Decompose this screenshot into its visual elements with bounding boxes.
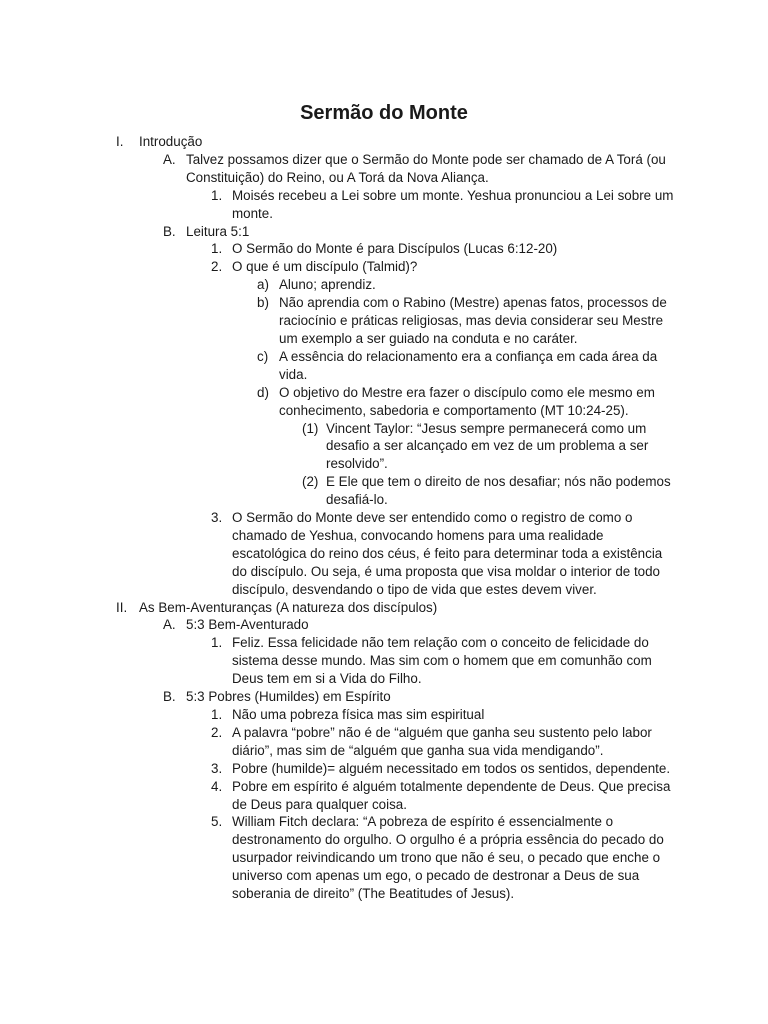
page-title: Sermão do Monte [300, 102, 468, 125]
outline-text: E Ele que tem o direito de nos desafiar; nós não podemos desafiá-lo. [326, 474, 671, 508]
outline [0, 133, 768, 903]
outline-marker: 1. [211, 241, 223, 257]
outline-point [0, 187, 676, 223]
outline-text: A essência do relacionamento era a confiança em cada área da vida. [279, 348, 658, 382]
outline-point [0, 509, 676, 599]
outline-marker: (1) [302, 420, 319, 436]
outline-note [0, 420, 676, 474]
outline-marker: 4. [211, 778, 223, 794]
outline-text: Pobre (humilde)= alguém necessitado em todos os sentidos, dependente. [232, 760, 671, 776]
outline-marker: 2. [211, 259, 223, 275]
outline-text: Talvez possamos dizer que o Sermão do Monte pode ser chamado de A Torá (ou Constituição) do Reino, ou A Torá da Nova Aliança. [186, 151, 666, 185]
outline-marker: 2. [211, 724, 223, 740]
outline-point [0, 760, 676, 778]
outline-marker: b) [257, 295, 269, 311]
outline-text: Não aprendia com o Rabino (Mestre) apenas fatos, processos de raciocínio e práticas religiosas, mas devia considerar seu Mestre um exemplo a ser guiado na conduta e no caráter. [279, 295, 667, 346]
outline-item-b [0, 223, 676, 241]
outline-text: Não uma pobreza física mas sim espiritual [232, 707, 485, 722]
outline-point [0, 778, 676, 814]
outline-text: O que é um discípulo (Talmid)? [232, 259, 418, 275]
outline-item-a [0, 616, 676, 634]
outline-point [0, 634, 676, 688]
outline-text: 5:3 Bem-Aventurado [186, 617, 309, 633]
outline-text: O objetivo do Mestre era fazer o discípulo como ele mesmo em conhecimento, sabedoria e comportamento (MT 10:24-25). [279, 384, 655, 418]
outline-marker: 5. [211, 814, 223, 830]
outline-marker: A. [163, 151, 176, 167]
outline-marker: 1. [211, 187, 223, 203]
outline-marker: B. [163, 689, 176, 705]
outline-marker: d) [257, 384, 269, 400]
outline-point [0, 813, 676, 903]
outline-marker: B. [163, 223, 176, 239]
outline-point [0, 258, 676, 276]
outline-text: Pobre em espírito é alguém totalmente dependente de Deus. Que precisa de Deus para qualquer coisa. [232, 778, 671, 812]
outline-marker: II. [116, 599, 128, 615]
outline-subpoint [0, 294, 676, 348]
outline-subpoint [0, 348, 676, 384]
outline-subpoint [0, 384, 676, 420]
outline-section-1 [0, 133, 676, 151]
outline-section-2 [0, 599, 676, 617]
outline-text: William Fitch declara: “A pobreza de espírito é essencialmente o destronamento do orgulho. O orgulho é a própria essência do pecado do usurpador reivindicando um trono que não é seu, o pecado que enche o universo com apenas um ego, o pecado de destronar a Deus de sua soberania de direito” (The Beatitudes of Jesus). [232, 814, 664, 902]
outline-marker: 3. [211, 510, 223, 526]
outline-marker: I. [116, 134, 124, 149]
outline-text: Moisés recebeu a Lei sobre um monte. Yeshua pronunciou a Lei sobre um monte. [232, 187, 674, 221]
outline-point [0, 724, 676, 760]
outline-marker: c) [257, 348, 269, 364]
outline-text: Feliz. Essa felicidade não tem relação com o conceito de felicidade do sistema desse mundo. Mas sim com o homem que em comunhão com Deus tem em si a Vida do Filho. [232, 635, 652, 687]
outline-text: 5:3 Pobres (Humildes) em Espírito [186, 689, 391, 705]
outline-text: O Sermão do Monte é para Discípulos (Lucas 6:12-20) [232, 241, 558, 257]
outline-marker: A. [163, 617, 176, 633]
outline-subpoint [0, 276, 676, 294]
outline-text: O Sermão do Monte deve ser entendido como o registro de como o chamado de Yeshua, convocando homens para uma realidade escatológica do reino dos céus, é feito para determinar toda a existência do discípulo. Ou seja, é uma proposta que visa moldar o interior de todo discípulo, desvendando o tipo de vida que estes devem viver. [232, 510, 663, 597]
outline-text: Vincent Taylor: “Jesus sempre permanecerá como um desafio a ser alcançado em vez de um problema a ser resolvido”. [326, 420, 649, 472]
outline-item-b [0, 688, 676, 706]
outline-marker: (2) [302, 474, 319, 490]
outline-point [0, 706, 676, 724]
outline-marker: a) [257, 277, 269, 293]
outline-note [0, 473, 676, 509]
outline-heading: As Bem-Aventuranças (A natureza dos discípulos) [139, 599, 438, 615]
outline-text: A palavra “pobre” não é de “alguém que ganha seu sustento pelo labor diário”, mas sim de “alguém que ganha sua vida mendigando”. [232, 724, 652, 758]
outline-item-a [0, 151, 676, 187]
outline-marker: 1. [211, 707, 223, 722]
outline-marker: 3. [211, 760, 223, 776]
outline-heading: Introdução [139, 134, 203, 149]
outline-text: Leitura 5:1 [186, 223, 250, 239]
outline-marker: 1. [211, 635, 223, 651]
outline-text: Aluno; aprendiz. [279, 277, 376, 293]
outline-point [0, 240, 676, 258]
